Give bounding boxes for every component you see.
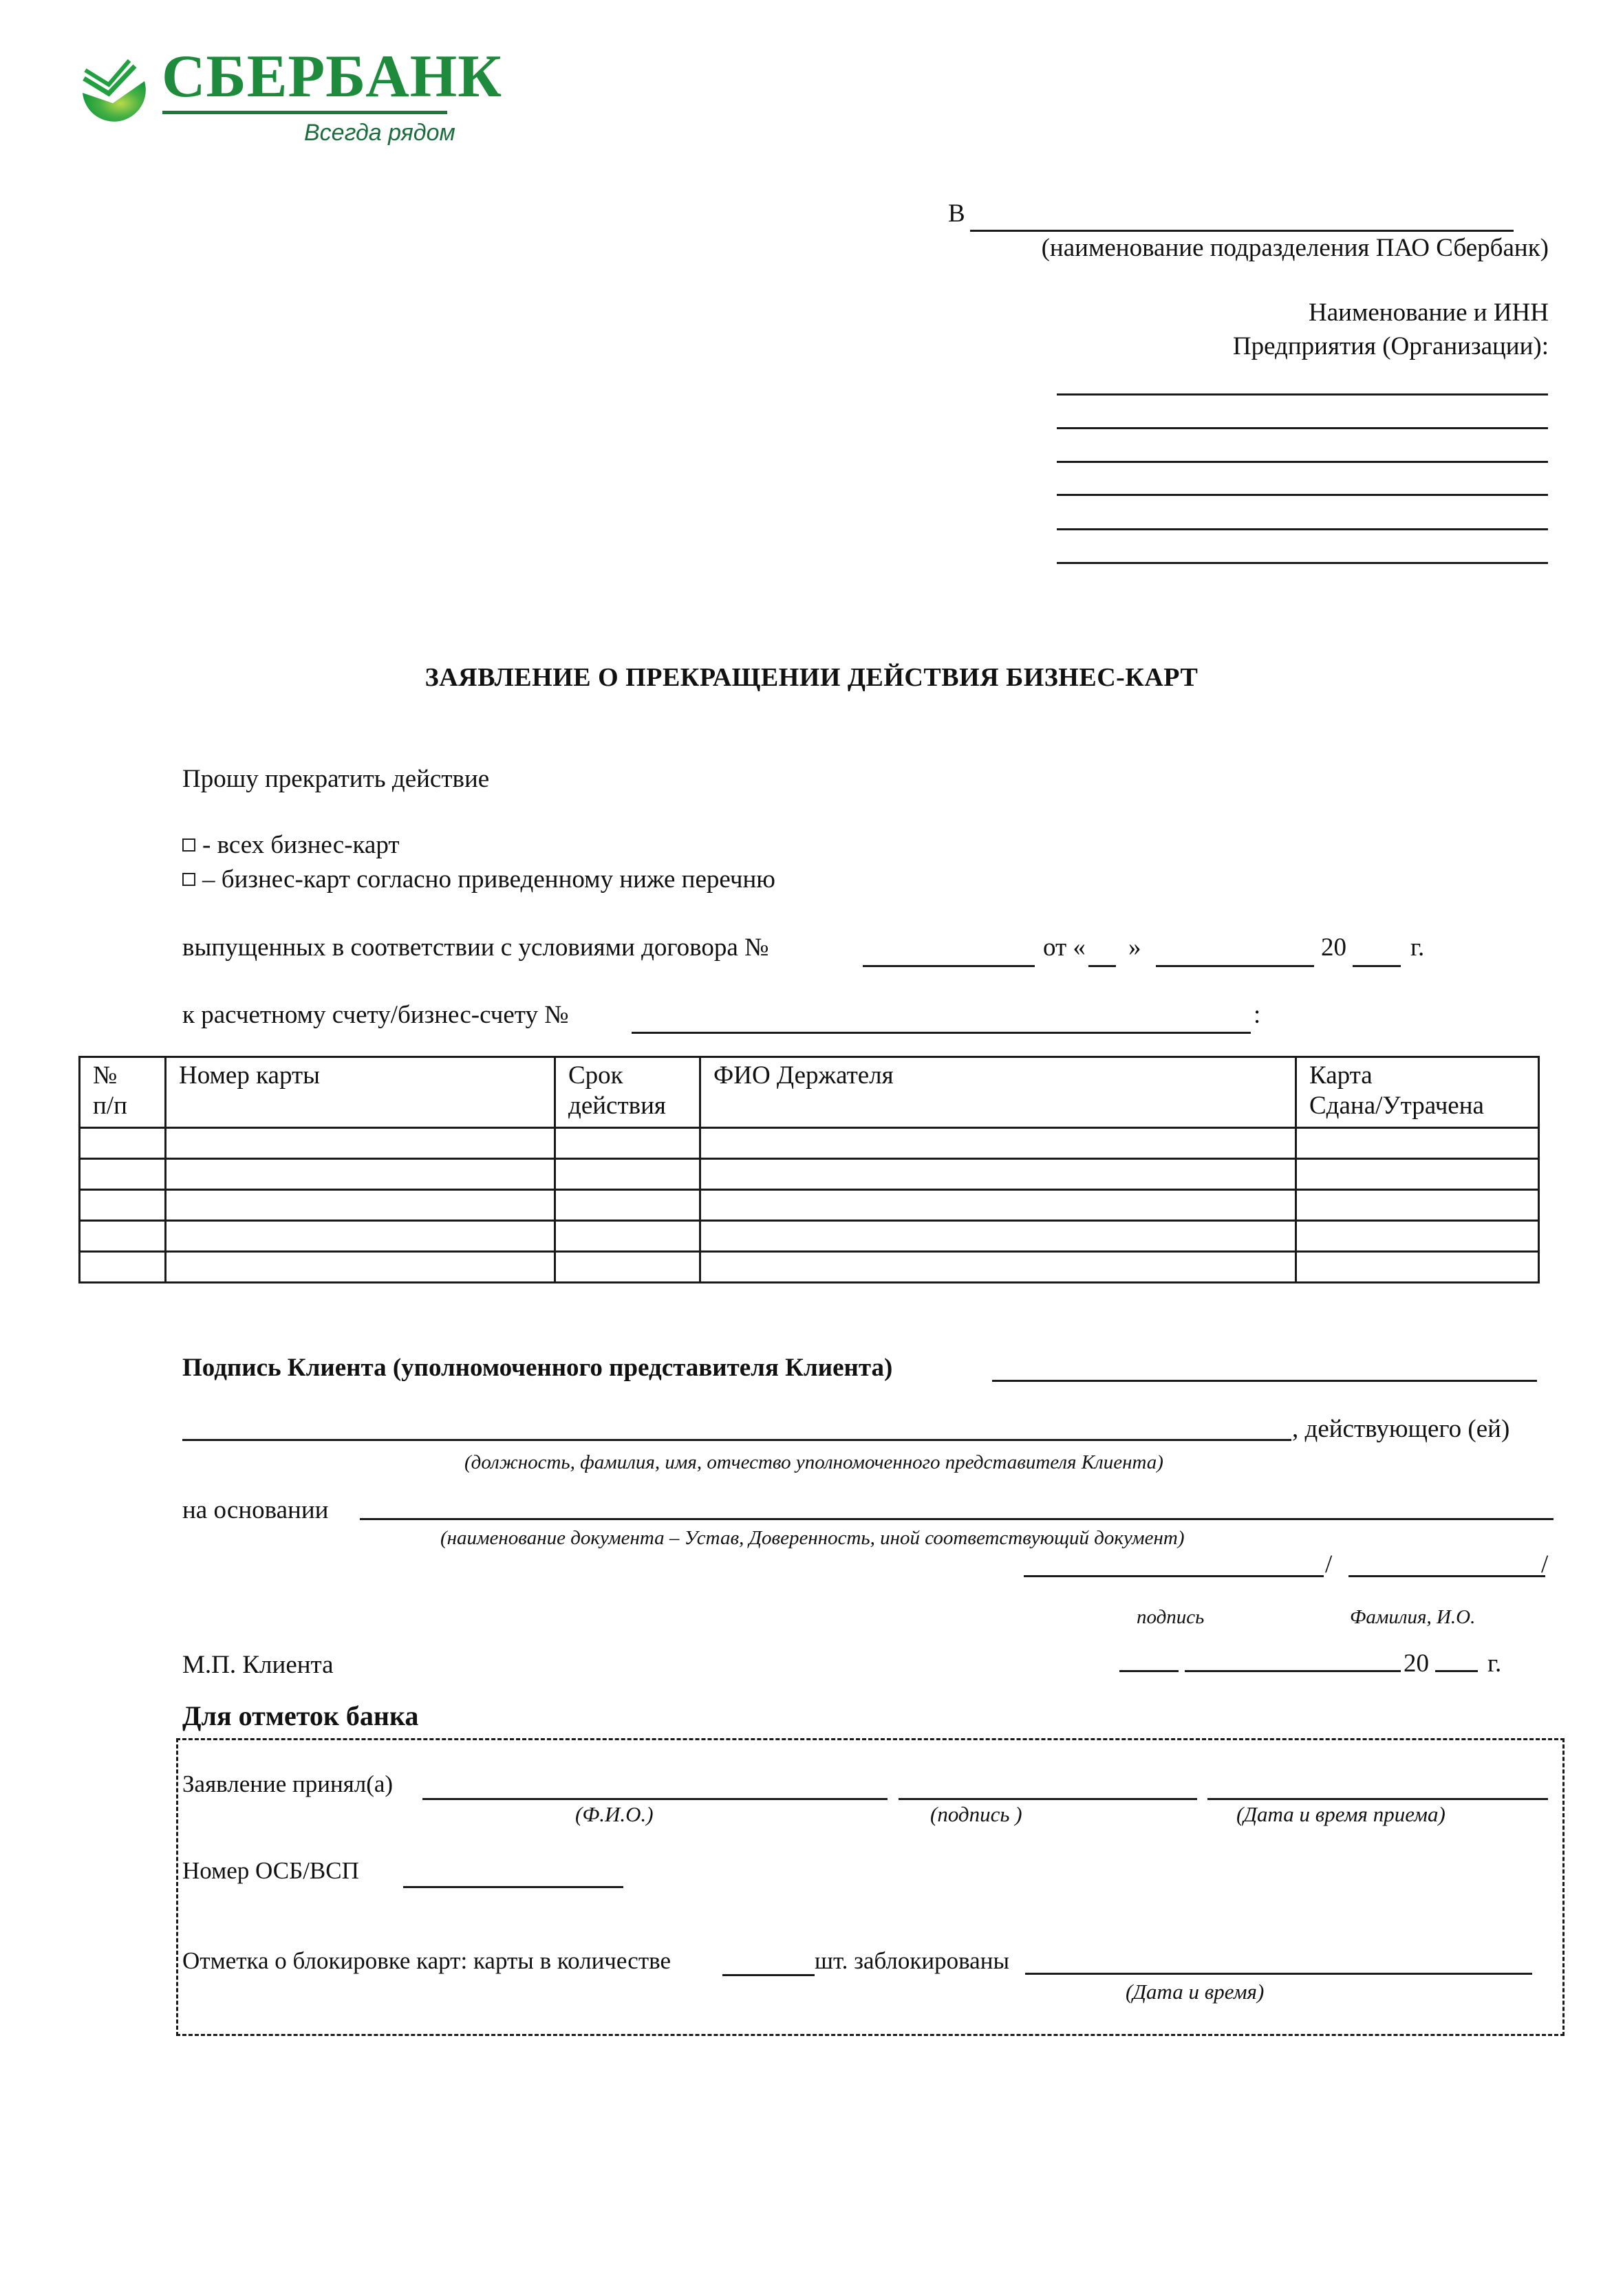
- signature-caption: подпись: [1137, 1606, 1205, 1628]
- account-prefix: к расчетному счету/бизнес-счету №: [182, 1001, 569, 1029]
- cell-card-status[interactable]: [1296, 1221, 1539, 1252]
- fio-caption: (Ф.И.О.): [575, 1802, 654, 1826]
- accepted-by-label: Заявление принял(а): [182, 1770, 394, 1797]
- cell-holder-name[interactable]: [700, 1221, 1296, 1252]
- sign-date-month-field[interactable]: [1185, 1670, 1401, 1672]
- cell-validity[interactable]: [555, 1159, 700, 1190]
- addressee-prefix: В: [948, 199, 965, 228]
- acting-suffix: , действующего (ей): [1292, 1415, 1510, 1443]
- cell-index[interactable]: [80, 1252, 166, 1283]
- table-row: [80, 1159, 1539, 1190]
- org-field-line[interactable]: [1057, 393, 1548, 396]
- table-header-row: [80, 1057, 1539, 1128]
- representative-caption: (должность, фамилия, имя, отчество уполномоченного представителя Клиента): [464, 1451, 1163, 1473]
- org-field-line[interactable]: [1057, 528, 1548, 530]
- sberbank-emblem-icon: [77, 55, 151, 129]
- col-header-card-number: Номер карты: [166, 1057, 555, 1128]
- col-header-card-status: Карта Сдана/Утрачена: [1296, 1057, 1539, 1128]
- accepted-by-sign-field[interactable]: [899, 1798, 1197, 1800]
- branch-number-label: Номер ОСБ/ВСП: [182, 1857, 359, 1884]
- basis-label: на основании: [182, 1496, 329, 1524]
- org-field-line[interactable]: [1057, 562, 1548, 564]
- cell-card-number[interactable]: [166, 1128, 555, 1159]
- blocked-count-field[interactable]: [722, 1974, 815, 1976]
- cell-index[interactable]: [80, 1128, 166, 1159]
- bank-logo-wordmark: СБЕРБАНК: [162, 43, 503, 110]
- department-field[interactable]: [970, 230, 1514, 232]
- org-field-line[interactable]: [1057, 461, 1548, 463]
- logo-underline: [162, 111, 447, 114]
- stamp-label: М.П. Клиента: [182, 1651, 334, 1679]
- department-caption: (наименование подразделения ПАО Сбербанк): [1041, 234, 1549, 262]
- contract-prefix: выпущенных в соответствии с условиями договора №: [182, 933, 769, 962]
- checkbox-listed-cards[interactable]: [182, 873, 195, 886]
- contract-year-suffix: г.: [1410, 933, 1425, 962]
- cell-holder-name[interactable]: [700, 1159, 1296, 1190]
- org-label-line2: Предприятия (Организации):: [1232, 332, 1549, 360]
- contract-year-field[interactable]: [1353, 965, 1401, 967]
- bank-sign-caption: (подпись ): [930, 1802, 1022, 1826]
- cell-holder-name[interactable]: [700, 1190, 1296, 1221]
- cell-validity[interactable]: [555, 1252, 700, 1283]
- document-title: ЗАЯВЛЕНИЕ О ПРЕКРАЩЕНИИ ДЕЙСТВИЯ БИЗНЕС-КАРТ: [424, 663, 1199, 692]
- col-header-validity: Срок действия: [555, 1057, 700, 1128]
- sign-date-year-prefix: 20: [1404, 1649, 1429, 1678]
- cell-card-status[interactable]: [1296, 1159, 1539, 1190]
- client-signature-field[interactable]: [992, 1380, 1537, 1382]
- cell-validity[interactable]: [555, 1128, 700, 1159]
- cell-validity[interactable]: [555, 1190, 700, 1221]
- table-row: [80, 1221, 1539, 1252]
- bank-slogan: Всегда рядом: [304, 120, 455, 146]
- cards-table: [78, 1056, 1540, 1284]
- col-header-index: № п/п: [80, 1057, 166, 1128]
- cell-card-status[interactable]: [1296, 1190, 1539, 1221]
- col-header-holder-name: ФИО Держателя: [700, 1057, 1296, 1128]
- contract-year-prefix: 20: [1321, 933, 1346, 962]
- table-row: [80, 1128, 1539, 1159]
- cell-index[interactable]: [80, 1190, 166, 1221]
- contract-from-label: от «: [1043, 933, 1086, 962]
- accepted-datetime-field[interactable]: [1207, 1798, 1548, 1800]
- cell-card-number[interactable]: [166, 1159, 555, 1190]
- account-number-field[interactable]: [632, 1032, 1251, 1034]
- signature-slash: /: [1325, 1550, 1333, 1579]
- contract-number-field[interactable]: [863, 965, 1035, 967]
- signature-field[interactable]: [1024, 1575, 1324, 1577]
- cell-index[interactable]: [80, 1221, 166, 1252]
- cell-holder-name[interactable]: [700, 1128, 1296, 1159]
- table-row: [80, 1190, 1539, 1221]
- branch-number-field[interactable]: [403, 1886, 623, 1888]
- option-all-cards-label: - всех бизнес-карт: [202, 831, 400, 859]
- org-label-line1: Наименование и ИНН: [1309, 299, 1549, 327]
- basis-caption: (наименование документа – Устав, Доверенность, иной соответствующий документ): [440, 1527, 1185, 1549]
- sign-date-year-field[interactable]: [1435, 1670, 1478, 1672]
- contract-day-field[interactable]: [1088, 965, 1116, 967]
- option-listed-cards[interactable]: [182, 865, 775, 895]
- block-mark-label: Отметка о блокировке карт: карты в количестве: [182, 1947, 671, 1974]
- client-signature-label: Подпись Клиента (уполномоченного представителя Клиента): [182, 1354, 893, 1382]
- account-suffix: :: [1254, 1001, 1261, 1029]
- cell-card-number[interactable]: [166, 1252, 555, 1283]
- signatory-name-field[interactable]: [1348, 1575, 1545, 1577]
- accepted-datetime-caption: (Дата и время приема): [1236, 1802, 1445, 1826]
- org-field-line[interactable]: [1057, 427, 1548, 429]
- representative-field[interactable]: [182, 1439, 1291, 1441]
- contract-month-field[interactable]: [1156, 965, 1314, 967]
- cell-card-status[interactable]: [1296, 1128, 1539, 1159]
- contract-quote-close: »: [1128, 933, 1141, 962]
- block-datetime-field[interactable]: [1025, 1973, 1532, 1975]
- signatory-slash: /: [1541, 1550, 1549, 1579]
- basis-document-field[interactable]: [360, 1518, 1554, 1520]
- bank-section-heading: Для отметок банка: [182, 1700, 419, 1731]
- signatory-name-caption: Фамилия, И.О.: [1350, 1606, 1476, 1628]
- org-field-line[interactable]: [1057, 494, 1548, 496]
- cell-card-number[interactable]: [166, 1190, 555, 1221]
- checkbox-all-cards[interactable]: [182, 838, 195, 852]
- cell-card-status[interactable]: [1296, 1252, 1539, 1283]
- cell-validity[interactable]: [555, 1221, 700, 1252]
- sign-date-day-field[interactable]: [1119, 1670, 1179, 1672]
- block-unit-label: шт. заблокированы: [815, 1947, 1009, 1974]
- option-listed-cards-label: – бизнес-карт согласно приведенному ниже перечню: [202, 865, 775, 894]
- request-intro: Прошу прекратить действие: [182, 765, 490, 793]
- block-datetime-caption: (Дата и время): [1126, 1980, 1265, 2004]
- cell-card-number[interactable]: [166, 1221, 555, 1252]
- cell-index[interactable]: [80, 1159, 166, 1190]
- accepted-by-fio-field[interactable]: [422, 1798, 888, 1800]
- cell-holder-name[interactable]: [700, 1252, 1296, 1283]
- option-all-cards[interactable]: [182, 831, 400, 860]
- table-row: [80, 1252, 1539, 1283]
- sign-date-year-suffix: г.: [1487, 1649, 1502, 1678]
